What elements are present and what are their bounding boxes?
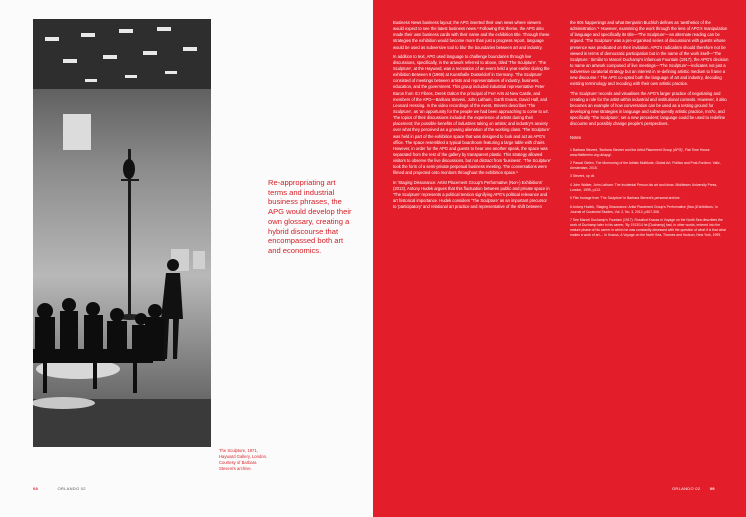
running-head: ORLANDO 02 — [672, 486, 701, 491]
caption-line: Steveni's archive. — [219, 465, 252, 471]
text-column-right — [570, 20, 730, 478]
caption-line: The Sculpture, 1971, — [219, 448, 258, 453]
paragraph: the 60s happenings and what Benjamin Buchloh defines as 'aesthetics of the administration.'⁶ However, examining the work through the lens of APG's manipulation of language and specifically its title—'The Sculpture'—an alternate reading can be argued. 'The Sculpture' was a pre-organised series of discussions with guests whose presence was predicated on their invitation. APG's radicalism should therefore not be viewed in terms of democratic participation but in the name of the work itself—'The Sculpture.' Similar to Marcel Duchamp's infamous Fountain (1917), the APG's decision to name an artwork composed of live meetings—'The Sculpture'—indicates not just a subversive curatorial strategy but an interest in re-defining artistic medium to frame a new discourse.⁷ The APG co-opted both the language of art and industry, decoding existing terminology and recoding with their own artistic practice. — [570, 20, 729, 87]
notes-heading: Notes — [570, 135, 581, 141]
left-footer — [33, 486, 86, 491]
note-item: 1 Barbara Steveni, 'Barbara Steveni and the Artist Placement Group (APG)', Flat Time House www.flattimeho.org.uk/apg/. — [570, 147, 710, 157]
page-number: 09 — [709, 486, 715, 491]
note-item: 6 Antony Hudek, 'Staging Dissonance: Artist Placement Group's Performative (Non-)Exhibitions,' in Journal of Curatorial Studies, Vol. 2, No. 3, 2013, p307-308. — [570, 204, 718, 214]
note-item: 7 See Marcel Duchamp's Fountain (1917). Rosalind Krauss in Voyage on the North Sea describes the work of Duchamp later in his career, 'By 1913/14 he [Duchamp] had, in other words, entered into the mature phase of his career in which he was constantly obsessed with the question of what it is that what makes a work of art.... In Krauss, A Voyage on the North Sea, Thames and Hudson, New York, 1999. — [570, 217, 726, 237]
paragraph: 'The Sculpture' records and visualises the APG's larger practice of negotiating and creating a role for the artist within industrial and institutional contexts. However, it also becomes an example of how conversation can be used as a testing ground for developing new strategies in language and subsequently artistic practice, Inn7o, and specifically 'The Sculpture', set a new precedent; language could be used to redefine discourse and possibly change people's perspectives. — [570, 90, 727, 127]
note-item: 4 John Walker, John Latham: The Incidental Person-his art and ideas. Middlesex University Press, London, 1995, p113. — [570, 182, 718, 192]
running-head: ORLANDO 02 — [57, 486, 86, 491]
photo-caption — [219, 448, 289, 472]
page-number: 08 — [33, 486, 39, 491]
text-column-left — [393, 20, 551, 478]
caption-line: Hayward Gallery, London. — [219, 453, 268, 459]
note-item: 3 Steveni, op cit. — [570, 174, 596, 179]
paragraph: Business News business layout; the APG inserted their own news where viewers would expect to see the latest business news.³ Following this theme, the APG also made their own business cards with their name and the exhibition title. Through these strategies the exhibition would become more than just a progress report, language would be used as subversive tool to blur the boundaries between art and industry. — [393, 20, 550, 50]
caption-line: Courtesy of Barbara — [219, 459, 257, 465]
right-footer — [672, 486, 715, 491]
note-item: 5 Film footage from 'The Sculpture' in Barbara Steveni's personal archive. — [570, 196, 681, 201]
photo-illustration — [33, 19, 211, 447]
paragraph: In addition to text, APG used language to challenge boundaries through live discussions, specifically, in the artwork referred to above, titled 'The Sculpture'. 'The Sculpture', at the Hayward, was a recreation of an event held a year earlier during the exhibition Between 6 (1969) at Kunsthalle Dusseldorf in Germany. 'The Sculpture' consisted of meetings between artists and representatives of industry, business, education, and the government. This group included industrial representative Peter Baron from ICI Fibres, Derek Dalton the principal of Ferr Arts at New Castle, and members of the APG—Barbara Steveni, John Latham, Garth Evans, David Hall, and Leonard Hessing. In the video recordings of the event, Steveni describes 'The Sculpture', as 'an opportunity for the people we had been approaching to come to us'. The topics of their discussions included: the experience of artists during their placement; the possible benefits of industries taking on artists; and industry's anxiety over what they perceived as a growing alienation of the working class. 'The Sculpture' was held in part of the exhibition space that was designed to look and act as APG's office. The space resembled a typical boardroom featuring a large table with chairs. However, in order for the APG and guests to hear one another speak, the space was separated from the rest of the gallery by transparent plastic. This strategy allowed visitors to observe the live discussions, but not distract from 'business'. 'The Sculpture' took the form of a semi-private perpetual business meeting. The conversations were filmed and projected onto monitors throughout the exhibition space.⁵ — [393, 53, 551, 176]
exhibition-photograph — [33, 19, 211, 447]
paragraph: In 'Staging Dissonance: Artist Placement Group's Performative (Non-) Exhibitions' (2013), Antony Hudek argues that this fluctuation between public and private space in 'The Sculpture' represents a political tension signifying APG's political relevance and art historical importance. Hudek considers 'The Sculpture' as an important precursor to 'participatory' and relational art practice and representative of the shift between — [393, 179, 550, 210]
note-item: 2 Pascal Gielen, The Murmuring of the Artistic Multitude, Global Art, Politics and Post-Fordism. Valiz, Amsterdam, 2015. — [570, 160, 721, 170]
pull-quote: Re-appropriating art terms and industrial business phrases, the APG would develop their own glossary, creating a hybrid discourse that encompassed both art and economics. — [268, 178, 352, 256]
